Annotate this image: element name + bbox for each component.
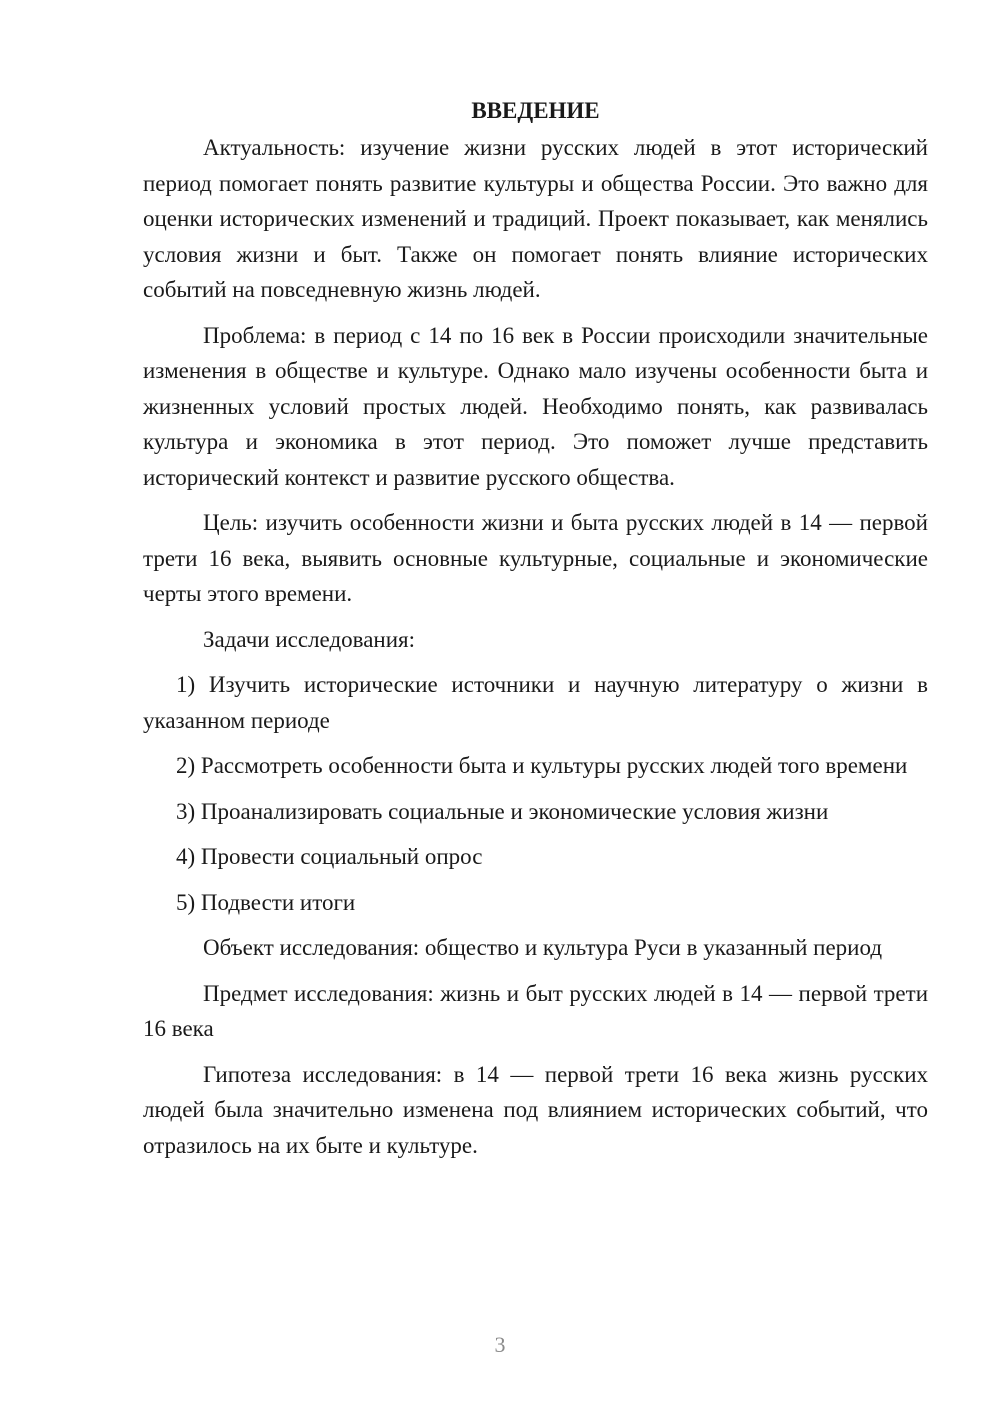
paragraph-problem: Проблема: в период с 14 по 16 век в России происходили значительные изменения в обществе и культуре. Однако мало изучены особенности быта и жизненных условий простых людей. Необходимо понять, как развивалась культура и экономика в этот период. Это поможет лучше представить исторический контекст и развитие русского общества. (143, 322, 928, 490)
page-number: 3 (494, 1332, 506, 1357)
task-item: 4) Провести социальный опрос (176, 844, 483, 869)
task-item: 3) Проанализировать социальные и экономические условия жизни (176, 798, 829, 824)
task-item: 2) Рассмотреть особенности быта и культуры русских людей того времени (176, 753, 908, 778)
paragraph-subject: Предмет исследования: жизнь и быт русских людей в 14 — первой трети 16 века (143, 980, 928, 1041)
page-content (143, 93, 928, 1173)
paragraph-object: Объект исследования: общество и культура Руси в указанный период (203, 935, 883, 960)
paragraph-actuality: Актуальность: изучение жизни русских людей в этот исторический период помогает понять развитие культуры и общества России. Это важно для оценки исторических изменений и традиций. Проект показывает, как менялись условия жизни и быт. Также он помогает понять влияние исторических событий на повседневную жизнь людей. (143, 135, 928, 302)
paragraph-hypothesis: Гипотеза исследования: в 14 — первой трети 16 века жизнь русских людей была значительно изменена под влиянием исторических событий, что отразилось на их быте и культуре. (143, 1061, 928, 1158)
paragraph-goal: Цель: изучить особенности жизни и быта русских людей в 14 — первой трети 16 века, выявить основные культурные, социальные и экономические черты этого времени. (143, 510, 928, 606)
task-item: 1) Изучить исторические источники и научную литературу о жизни в указанном периоде (143, 672, 928, 733)
task-item: 5) Подвести итоги (176, 889, 356, 915)
section-title: ВВЕДЕНИЕ (471, 98, 600, 123)
tasks-heading: Задачи исследования: (203, 626, 416, 652)
